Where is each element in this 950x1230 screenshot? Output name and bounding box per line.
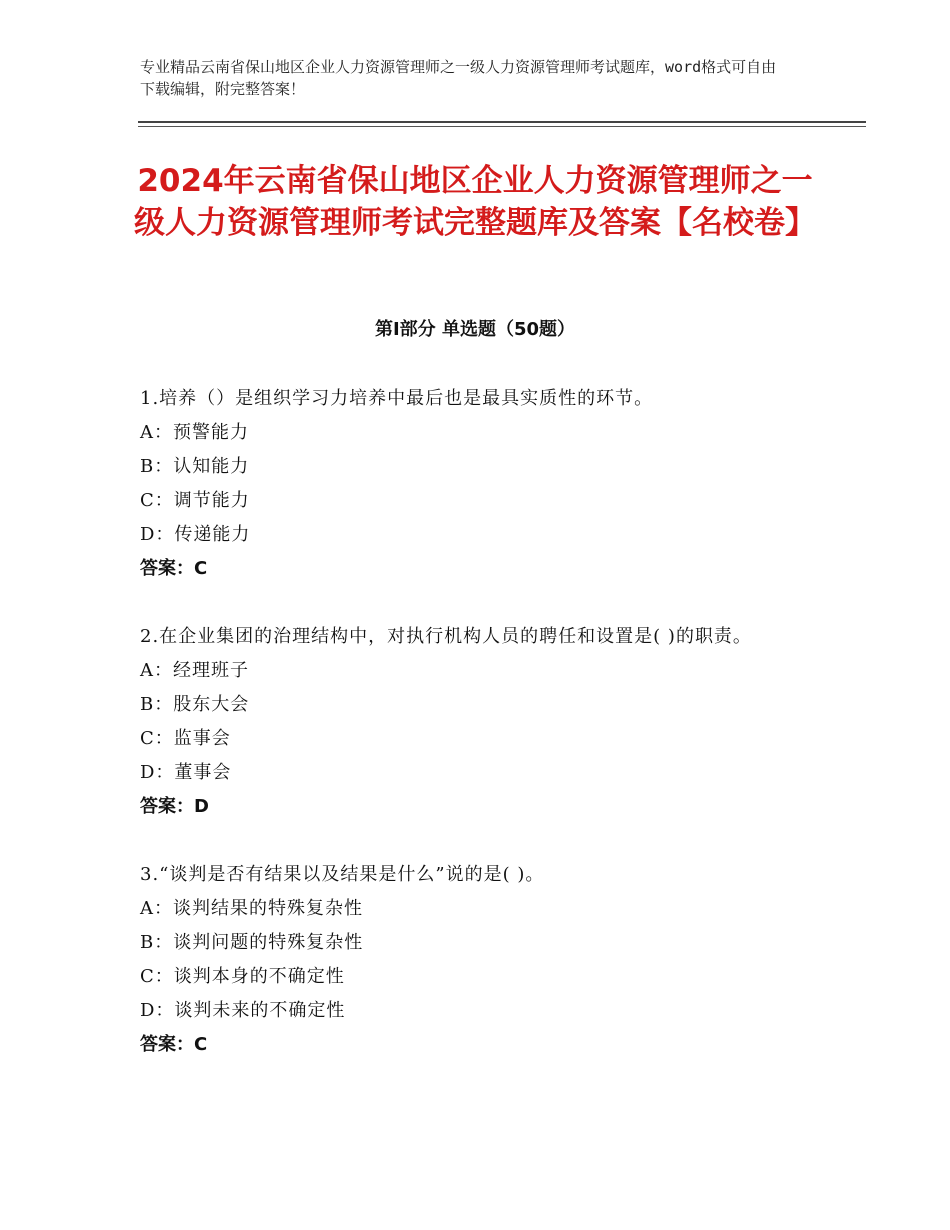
option-b: B：股东大会 xyxy=(140,694,250,715)
option-b: B：谈判问题的特殊复杂性 xyxy=(140,932,364,953)
option-d: D：传递能力 xyxy=(140,524,251,545)
option-b: B：认知能力 xyxy=(140,456,250,477)
section-heading: 第Ⅰ部分 单选题（50题） xyxy=(374,319,575,340)
option-a: A：经理班子 xyxy=(140,660,249,681)
answer: 答案：C xyxy=(140,1034,208,1055)
option-c: C：调节能力 xyxy=(140,490,250,511)
question-stem: 2.在企业集团的治理结构中，对执行机构人员的聘任和设置是( )的职责。 xyxy=(140,626,752,647)
header-note: 专业精品云南省保山地区企业人力资源管理师之一级人力资源管理师考试题库，word格式可自由下载编辑，附完整答案！ xyxy=(140,58,777,98)
option-c: C：谈判本身的不确定性 xyxy=(140,966,345,987)
question-1 xyxy=(140,382,820,586)
question-3 xyxy=(140,858,820,1062)
option-c: C：监事会 xyxy=(140,728,231,749)
option-d: D：谈判未来的不确定性 xyxy=(140,1000,346,1021)
option-d: D：董事会 xyxy=(140,762,232,783)
option-a: A：预警能力 xyxy=(140,422,249,443)
answer: 答案：C xyxy=(140,558,208,579)
question-stem: 1.培养（）是组织学习力培养中最后也是最具实质性的环节。 xyxy=(140,388,654,409)
option-a: A：谈判结果的特殊复杂性 xyxy=(140,898,363,919)
question-stem: 3.“谈判是否有结果以及结果是什么”说的是( )。 xyxy=(140,864,545,885)
header-rule-thick xyxy=(138,121,866,123)
document-title: 2024年云南省保山地区企业人力资源管理师之一级人力资源管理师考试完整题库及答案【名校卷】 xyxy=(134,163,816,241)
question-list xyxy=(140,382,820,1096)
question-2 xyxy=(140,620,820,824)
answer: 答案：D xyxy=(140,796,209,817)
header-rule-thin xyxy=(138,126,866,127)
